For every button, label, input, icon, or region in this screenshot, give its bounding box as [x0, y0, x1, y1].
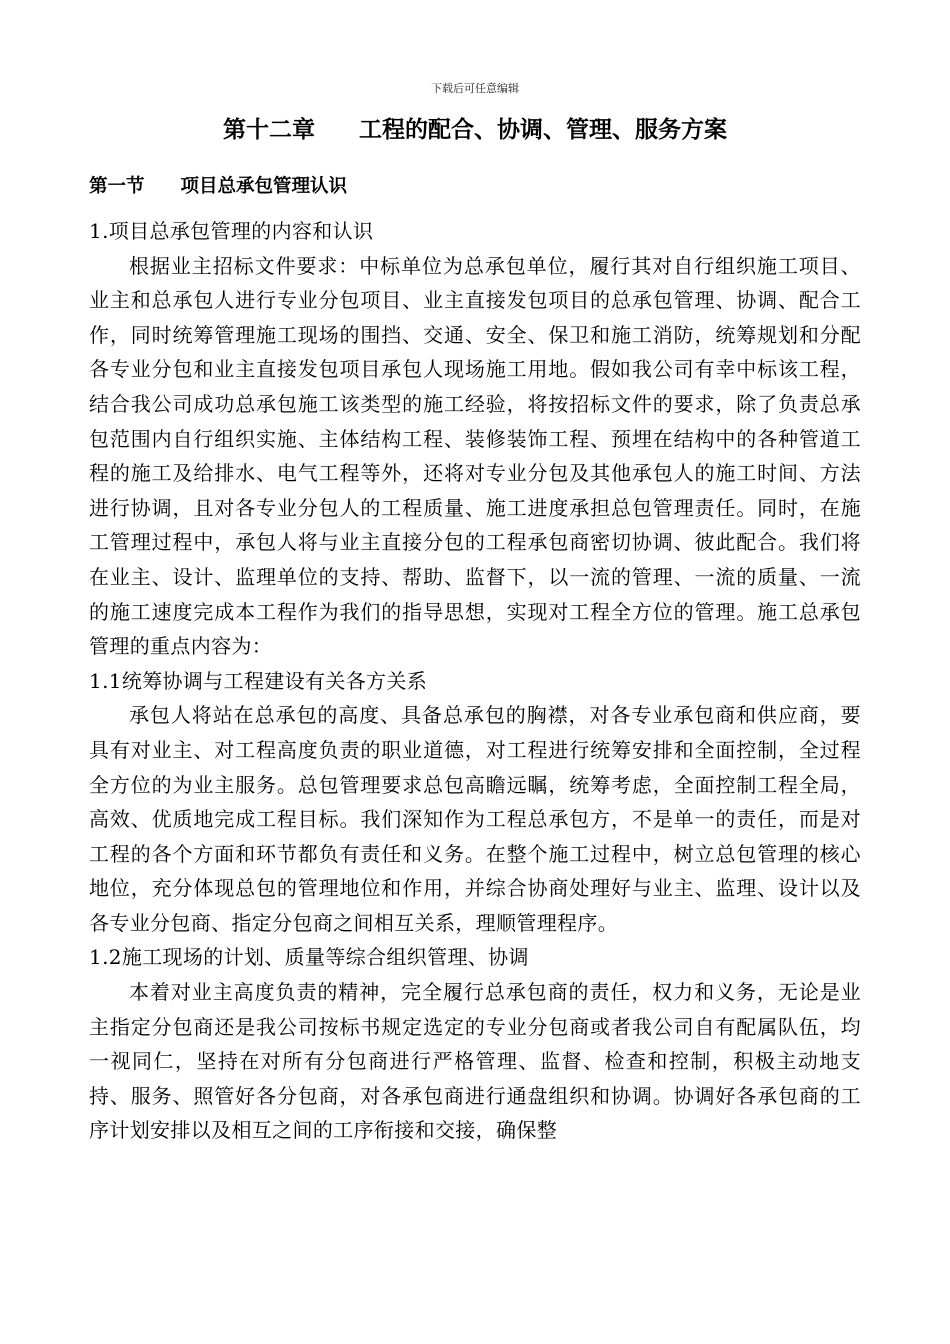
subsection-heading-1-1: 1.1统筹协调与工程建设有关各方关系: [89, 668, 428, 693]
section-name: 项目总承包管理认识: [180, 176, 348, 197]
chapter-name: 工程的配合、协调、管理、服务方案: [359, 117, 727, 143]
page-header-note: 下载后可任意编辑: [431, 82, 519, 95]
document-body: [89, 214, 861, 1148]
section-number: 第一节: [89, 176, 145, 197]
section-title: [89, 172, 347, 202]
chapter-title: [0, 113, 950, 147]
paragraph-3: 本着对业主高度负责的精神，完全履行总承包商的责任，权力和义务，无论是业主指定分包商还是我公司按标书规定选定的专业分包商或者我公司自有配属队伍，均一视同仁，坚持在对所有分包商进行严格管理、监督、检查和控制，积极主动地支持、服务、照管好各分包商，对各承包商进行通盘组织和协调。协调好各承包商的工序计划安排以及相互之间的工序衔接和交接，确保整: [89, 980, 861, 1143]
chapter-number: 第十二章: [223, 117, 315, 143]
paragraph-2: 承包人将站在总承包的高度、具备总承包的胸襟，对各专业承包商和供应商，要具有对业主、对工程高度负责的职业道德，对工程进行统筹安排和全面控制，全过程全方位的为业主服务。总包管理要求总包高瞻远瞩，统筹考虑，全面控制工程全局，高效、优质地完成工程目标。我们深知作为工程总承包方，不是单一的责任，而是对工程的各个方面和环节都负有责任和义务。在整个施工过程中，树立总包管理的核心地位，充分体现总包的管理地位和作用，并综合协商处理好与业主、监理、设计以及各专业分包商、指定分包商之间相互关系，理顺管理程序。: [89, 703, 861, 935]
subsection-heading-1: 1.项目总承包管理的内容和认识: [89, 219, 374, 243]
paragraph-1: 根据业主招标文件要求：中标单位为总承包单位，履行其对自行组织施工项目、业主和总承包人进行专业分包项目、业主直接发包项目的总承包管理、协调、配合工作，同时统筹管理施工现场的围挡、交通、安全、保卫和施工消防，统筹规划和分配各专业分包和业主直接发包项目承包人现场施工用地。假如我公司有幸中标该工程，结合我公司成功总承包施工该类型的施工经验，将按招标文件的要求，除了负责总承包范围内自行组织实施、主体结构工程、装修装饰工程、预埋在结构中的各种管道工程的施工及给排水、电气工程等外，还将对专业分包及其他承包人的施工时间、方法进行协调，且对各专业分包人的工程质量、施工进度承担总包管理责任。同时，在施工管理过程中，承包人将与业主直接分包的工程承包商密切协调、彼此配合。我们将在业主、设计、监理单位的支持、帮助、监督下，以一流的管理、一流的质量、一流的施工速度完成本工程作为我们的指导思想，实现对工程全方位的管理。施工总承包管理的重点内容为：: [89, 253, 861, 659]
subsection-heading-1-2: 1.2施工现场的计划、质量等综合组织管理、协调: [89, 945, 529, 970]
